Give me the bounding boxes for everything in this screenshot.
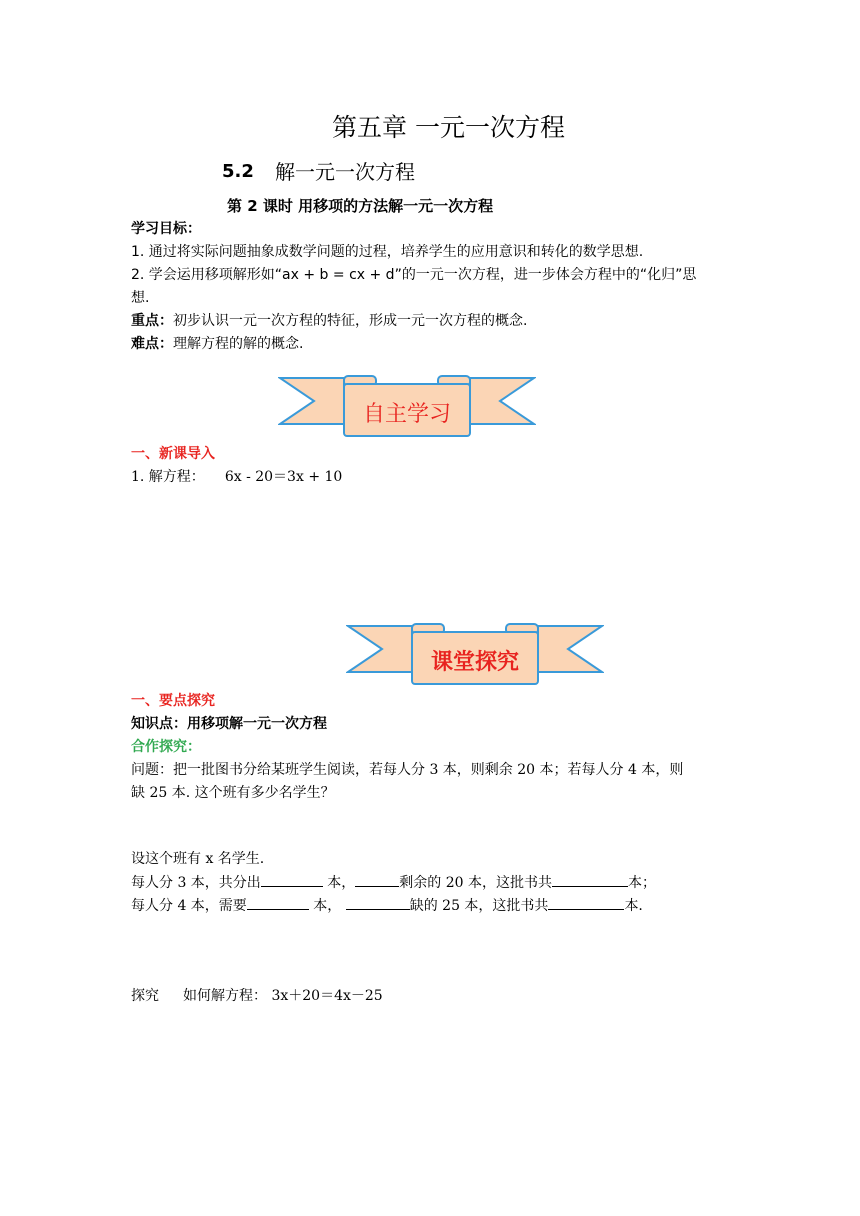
- explore-text: 如何解方程： 3x＋20＝4x－25: [183, 988, 383, 1004]
- fill-blank-6[interactable]: [548, 895, 624, 910]
- section-number: 5.2: [222, 161, 254, 182]
- cooperate-label: 合作探究：: [131, 739, 201, 755]
- objective-item-2-line-1: 2. 学会运用移项解形如“ax + b = cx + d”的一元一次方程，进一步体会方程中的“化归”思: [131, 267, 697, 283]
- difficulty-label: 难点：: [131, 336, 173, 352]
- question-1-equation: 6x - 20＝3x + 10: [224, 469, 343, 485]
- key-point-text: 初步认识一元一次方程的特征，形成一元一次方程的概念.: [173, 313, 528, 329]
- fill-row-2-a: 每人分 4 本，需要: [131, 898, 247, 914]
- set-line: 设这个班有 x 名学生.: [131, 851, 265, 867]
- banner-self-study-text: 自主学习: [362, 402, 452, 427]
- key-point: [131, 311, 527, 331]
- lesson-title: 第 2 课时 用移项的方法解一元一次方程: [227, 197, 494, 215]
- fill-blank-5[interactable]: [346, 895, 410, 910]
- fill-row-2-d: 本.: [624, 898, 643, 914]
- fill-row-1-a: 每人分 3 本，共分出: [131, 875, 261, 891]
- fill-row-2-c: 缺的 25 本，这批书共: [409, 898, 549, 914]
- objective-item-1: 1. 通过将实际问题抽象成数学问题的过程，培养学生的应用意识和转化的数学思想.: [131, 244, 644, 260]
- question-1: [131, 467, 342, 487]
- key-point-label: 重点：: [131, 313, 173, 329]
- difficulty-point: [131, 334, 303, 354]
- fill-blank-2[interactable]: [355, 872, 399, 887]
- fill-row-1-c: 剩余的 20 本，这批书共: [399, 875, 552, 891]
- fill-row-2-b: 本，: [308, 898, 346, 914]
- objectives-label: 学习目标：: [131, 221, 201, 237]
- objective-item-2-line-2: 想.: [131, 290, 150, 306]
- problem-line-2: 缺 25 本. 这个班有多少名学生？: [131, 785, 335, 801]
- fill-row-2: [131, 895, 643, 916]
- fill-row-1-d: 本；: [627, 875, 656, 891]
- banner-classroom-inquiry: [346, 622, 604, 688]
- question-1-label: 1. 解方程：: [131, 469, 205, 485]
- section1-heading: 一、新课导入: [131, 446, 215, 462]
- fill-blank-4[interactable]: [247, 895, 309, 910]
- fill-row-1-b: 本，: [322, 875, 356, 891]
- explore-label: 探究: [131, 988, 159, 1004]
- knowledge-point: 知识点：用移项解一元一次方程: [131, 716, 327, 732]
- fill-blank-3[interactable]: [552, 872, 628, 887]
- section2-heading: 一、要点探究: [131, 693, 215, 709]
- banner-self-study: [278, 374, 536, 440]
- fill-row-1: [131, 872, 656, 893]
- banner-classroom-inquiry-text: 课堂探究: [430, 650, 520, 675]
- section-title: 解一元一次方程: [275, 160, 415, 184]
- explore-line: [131, 986, 383, 1006]
- problem-line-1: 问题：把一批图书分给某班学生阅读，若每人分 3 本，则剩余 20 本；若每人分 4 本，则: [131, 762, 684, 778]
- fill-blank-1[interactable]: [261, 872, 323, 887]
- difficulty-text: 理解方程的解的概念.: [173, 336, 304, 352]
- chapter-title: 第五章 一元一次方程: [332, 113, 565, 142]
